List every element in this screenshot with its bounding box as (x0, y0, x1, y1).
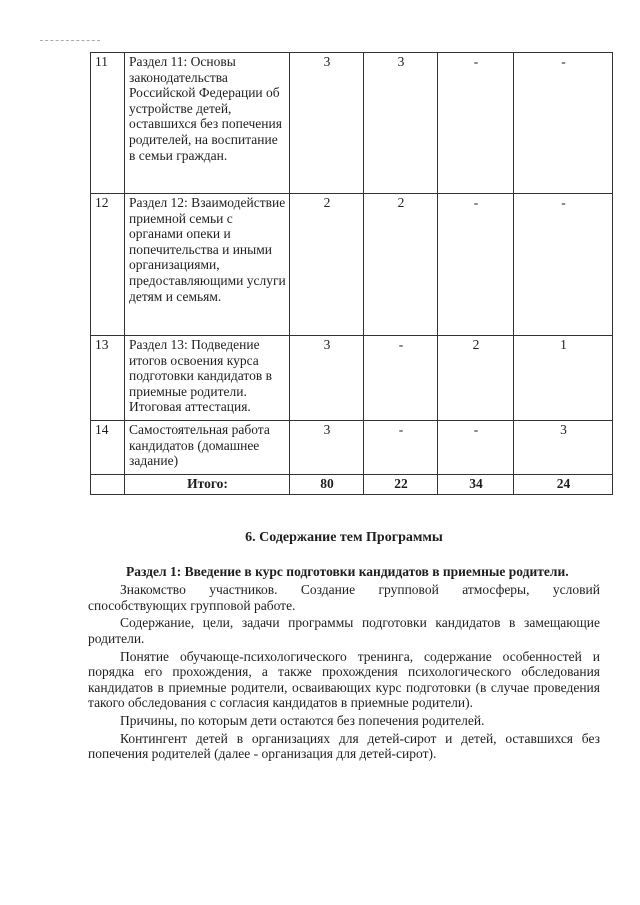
hours-self: 3 (514, 421, 613, 475)
section-name: Раздел 13: Подведение итогов освоения курса подготовки кандидатов в приемные родители. Итоговая аттестация. (125, 336, 290, 421)
section-name: Самостоятельная работа кандидатов (домашнее задание) (125, 421, 290, 475)
hours-total: 3 (290, 53, 364, 194)
hours-practice: - (438, 53, 514, 194)
paragraph: Понятие обучающе-психологического тренинга, содержание особенностей и порядка его прохождения, а также прохождения психологического обследования кандидатов в приемные родители, осваивающих курс подготовки (в случае проведения такого обследования с согласия кандидатов в приемные родители). (88, 648, 600, 711)
table-row (91, 421, 613, 475)
table-row (91, 53, 613, 194)
program-content (88, 530, 600, 764)
hours-total: 3 (290, 336, 364, 421)
total-lecture: 22 (364, 475, 438, 495)
curriculum-table (90, 52, 613, 495)
total-hours: 80 (290, 475, 364, 495)
row-number: 11 (91, 53, 125, 194)
table-row (91, 336, 613, 421)
hours-lecture: 3 (364, 53, 438, 194)
total-self: 24 (514, 475, 613, 495)
paragraph: Содержание, цели, задачи программы подготовки кандидатов в замещающие родители. (88, 615, 600, 646)
row-number: 14 (91, 421, 125, 475)
hours-self: - (514, 194, 613, 336)
paragraph: Знакомство участников. Создание групповой атмосферы, условий способствующих групповой работе. (88, 582, 600, 613)
section-heading: 6. Содержание тем Программы (245, 530, 443, 545)
paragraph: Причины, по которым дети остаются без попечения родителей. (120, 712, 485, 728)
table-row (91, 194, 613, 336)
total-label: Итого: (125, 475, 290, 495)
section-name: Раздел 11: Основы законодательства Российской Федерации об устройстве детей, оставшихся без попечения родителей, на воспитание в семьи граждан. (125, 53, 290, 194)
hours-total: 2 (290, 194, 364, 336)
topic-title: Раздел 1: Введение в курс подготовки кандидатов в приемные родители. (126, 563, 569, 579)
hours-lecture: - (364, 421, 438, 475)
section-name: Раздел 12: Взаимодействие приемной семьи с органами опеки и попечительства и иными организациями, предоставляющими услуги детям и семьям. (125, 194, 290, 336)
hours-self: - (514, 53, 613, 194)
row-number: 12 (91, 194, 125, 336)
row-number: 13 (91, 336, 125, 421)
total-practice: 34 (438, 475, 514, 495)
hours-practice: - (438, 421, 514, 475)
scan-mark (40, 40, 100, 43)
hours-practice: - (438, 194, 514, 336)
hours-lecture: 2 (364, 194, 438, 336)
hours-lecture: - (364, 336, 438, 421)
paragraph: Контингент детей в организациях для детей-сирот и детей, оставшихся без попечения родителей (далее - организация для детей-сирот). (88, 730, 600, 762)
hours-total: 3 (290, 421, 364, 475)
total-blank (91, 475, 125, 495)
table-total-row (91, 475, 613, 495)
hours-self: 1 (514, 336, 613, 421)
hours-practice: 2 (438, 336, 514, 421)
